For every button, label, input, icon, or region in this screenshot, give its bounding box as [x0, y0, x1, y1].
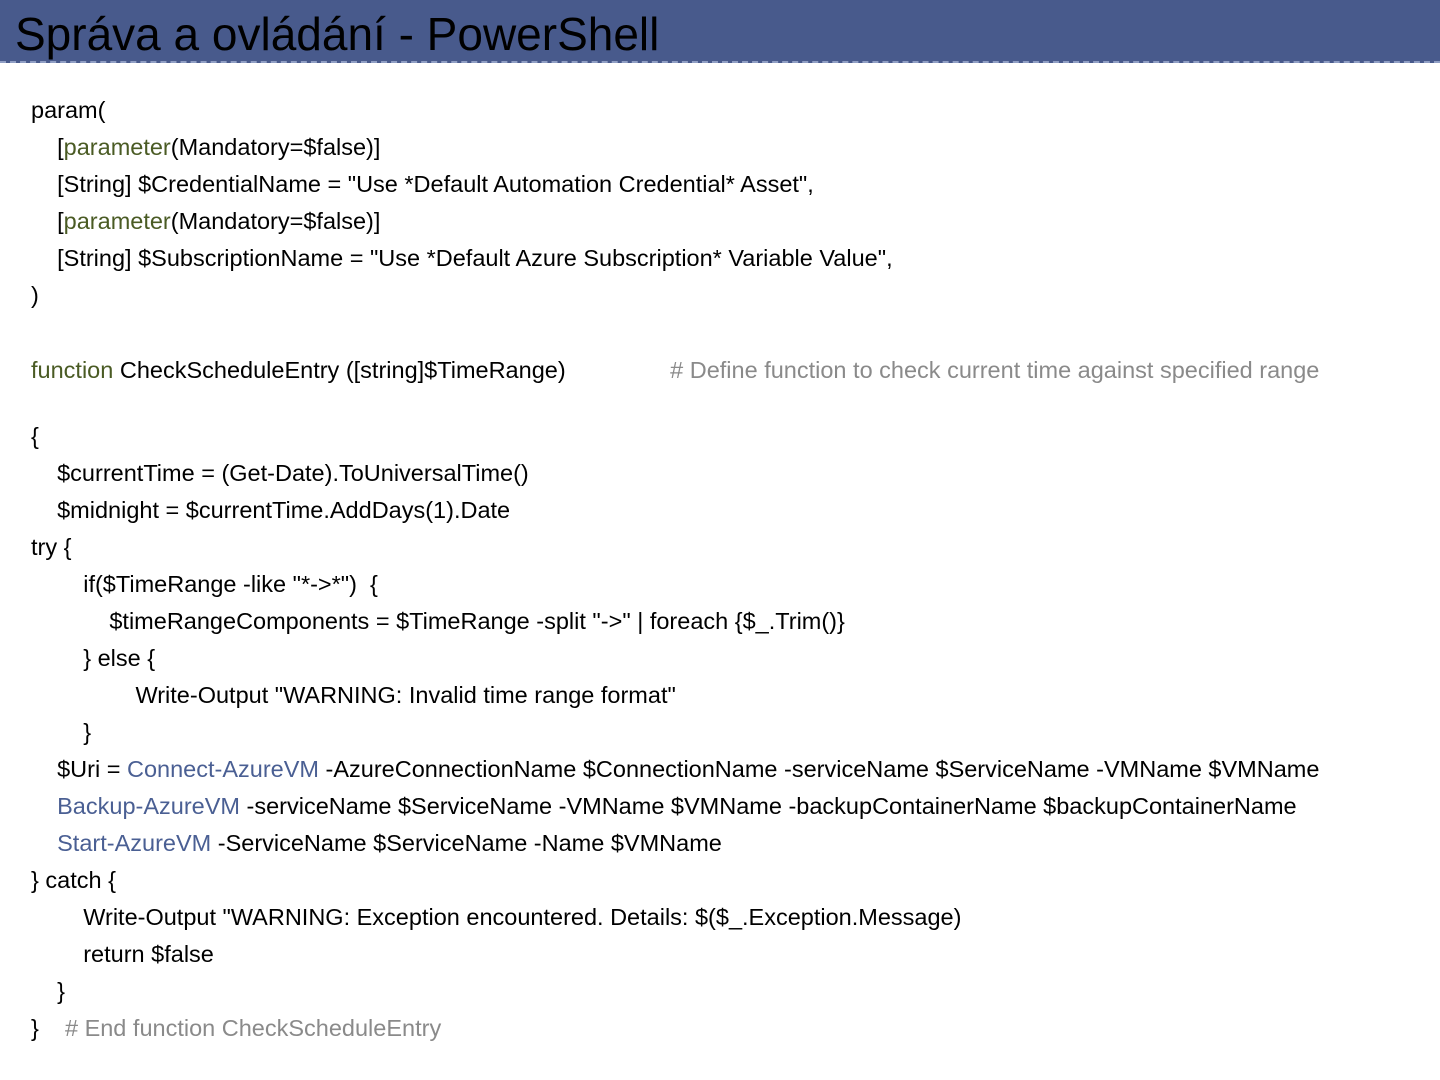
code-comment: # End function CheckScheduleEntry: [64, 1015, 442, 1041]
code-text: (Mandatory=$false)]: [170, 208, 381, 234]
code-text: try {: [31, 534, 72, 560]
code-text: [31, 793, 57, 819]
code-line: [31, 825, 1411, 862]
code-text: {: [31, 423, 39, 449]
slide-title: Správa a ovládání - PowerShell: [15, 8, 660, 60]
code-text: }: [31, 978, 65, 1004]
code-line: [31, 314, 1411, 351]
code-cmdlet: Start-AzureVM: [57, 830, 212, 856]
code-line: [31, 418, 1411, 455]
code-line: [31, 166, 1411, 203]
code-text: } catch {: [31, 867, 116, 893]
code-line: [31, 277, 1411, 314]
code-keyword: function: [31, 357, 114, 383]
code-text: -AzureConnectionName $ConnectionName -serviceName $ServiceName -VMName $VMName: [319, 756, 1320, 782]
code-text: -serviceName $ServiceName -VMName $VMName -backupContainerName $backupContainerName: [239, 793, 1297, 819]
code-line: [31, 640, 1411, 677]
code-block: [31, 92, 1411, 1047]
code-line: [31, 1010, 1411, 1047]
code-line: [31, 203, 1411, 240]
code-text: [31, 830, 57, 856]
code-text: [: [31, 134, 64, 160]
code-line: [31, 492, 1411, 529]
code-text: Write-Output "WARNING: Invalid time range format": [31, 682, 676, 708]
code-text: (Mandatory=$false)]: [170, 134, 381, 160]
code-text: $timeRangeComponents = $TimeRange -split "->" | foreach {$_.Trim()}: [31, 608, 845, 634]
code-text: [: [31, 208, 64, 234]
code-text: CheckScheduleEntry ([string]$TimeRange): [113, 357, 671, 383]
slide-title-bar: [0, 0, 1440, 63]
code-keyword: parameter: [63, 134, 171, 160]
code-line: [31, 899, 1411, 936]
code-line: [31, 862, 1411, 899]
code-text: $currentTime = (Get-Date).ToUniversalTime(): [31, 460, 529, 486]
code-text: }: [31, 1015, 65, 1041]
code-text: $midnight = $currentTime.AddDays(1).Date: [31, 497, 511, 523]
code-text: if($TimeRange -like "*->*") {: [31, 571, 378, 597]
code-comment: # Define function to check current time against specified range: [670, 357, 1320, 383]
code-text: }: [31, 719, 92, 745]
code-line: [31, 92, 1411, 129]
code-text: Write-Output "WARNING: Exception encountered. Details: $($_.Exception.Message): [31, 904, 962, 930]
code-cmdlet: Backup-AzureVM: [57, 793, 240, 819]
code-cmdlet: Connect-AzureVM: [127, 756, 319, 782]
code-line: [31, 788, 1411, 825]
code-line: [31, 714, 1411, 751]
code-keyword: parameter: [63, 208, 171, 234]
code-text: param(: [31, 97, 106, 123]
code-line: [31, 603, 1411, 640]
code-text: } else {: [31, 645, 156, 671]
code-line: [31, 751, 1411, 788]
code-text: return $false: [31, 941, 214, 967]
code-line: [31, 129, 1411, 166]
code-line: [31, 240, 1411, 277]
code-line: [31, 936, 1411, 973]
code-text: [String] $CredentialName = "Use *Default Automation Credential* Asset",: [31, 171, 814, 197]
code-line: [31, 973, 1411, 1010]
code-line: [31, 529, 1411, 566]
code-text: ): [31, 282, 39, 308]
code-line: [31, 566, 1411, 603]
code-line: [31, 351, 1411, 418]
code-text: [String] $SubscriptionName = "Use *Default Azure Subscription* Variable Value",: [31, 245, 893, 271]
code-text: $Uri =: [31, 756, 127, 782]
code-line: [31, 677, 1411, 714]
code-line: [31, 455, 1411, 492]
code-text: -ServiceName $ServiceName -Name $VMName: [211, 830, 722, 856]
